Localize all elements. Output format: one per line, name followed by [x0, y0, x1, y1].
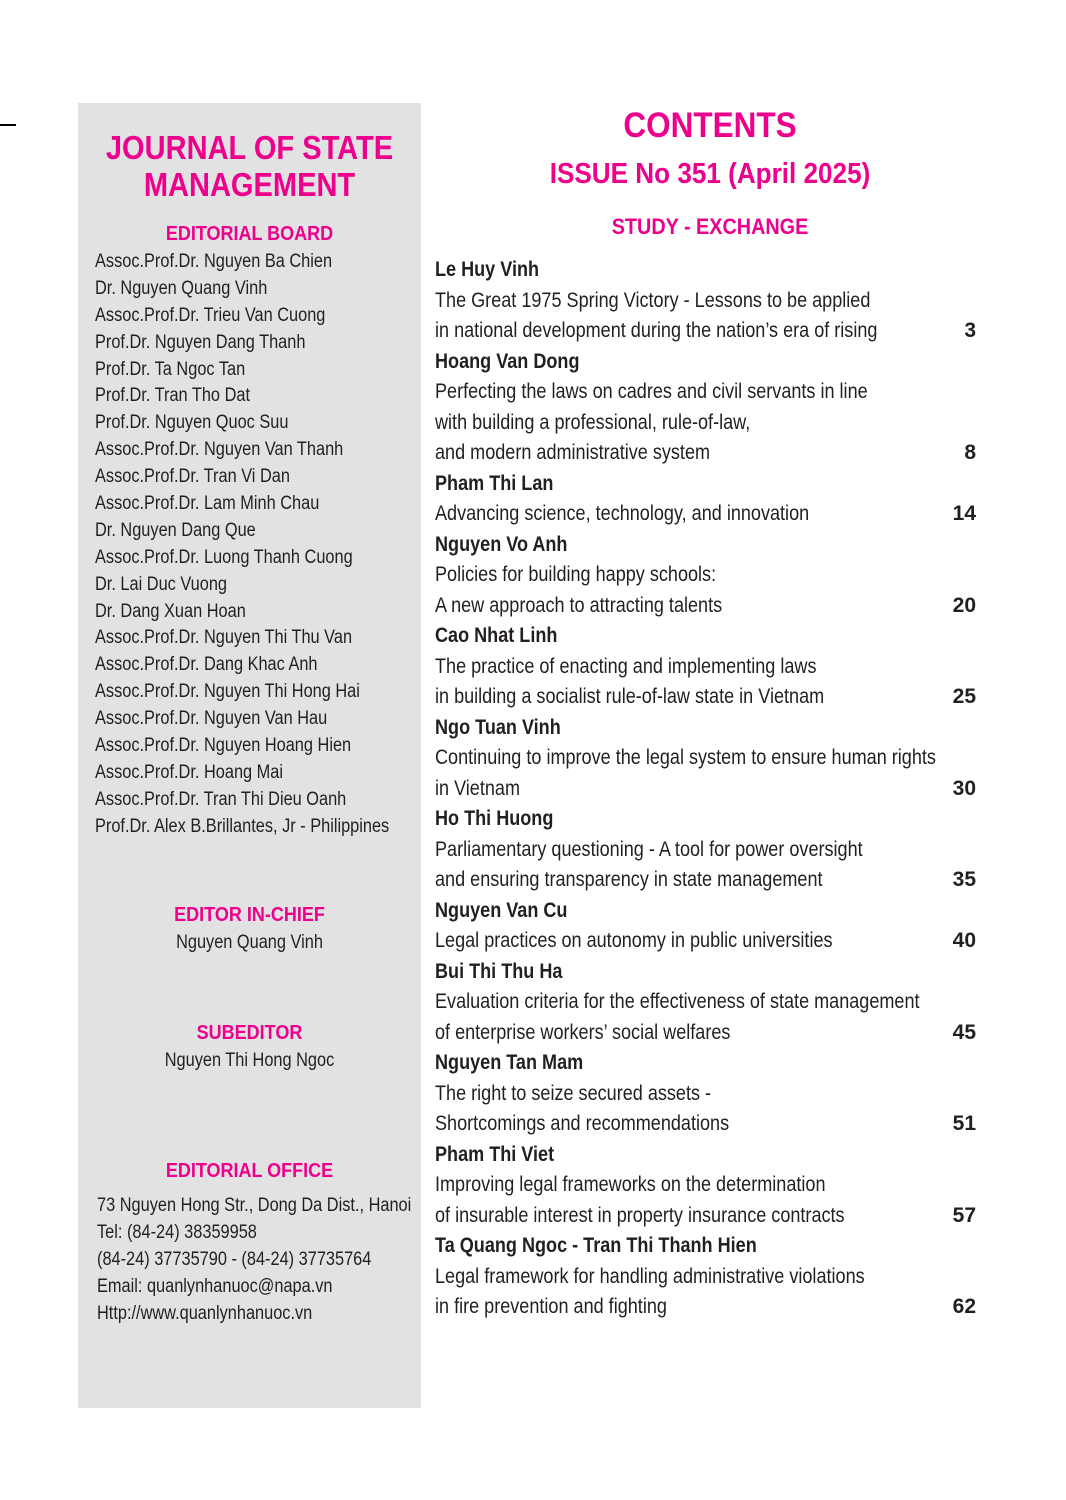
- article-title-line: [435, 1170, 978, 1201]
- board-member: Assoc.Prof.Dr. Nguyen Ba Chien: [95, 251, 333, 272]
- article-title-text: Legal practices on autonomy in public universities: [435, 929, 833, 952]
- editorial-board-list: [95, 249, 421, 841]
- article-title-text: of enterprise workers’ social welfares: [435, 1020, 731, 1044]
- article-title-text: The right to seize secured assets -: [435, 1081, 712, 1105]
- editor-in-chief-name: Nguyen Quang Vinh: [176, 932, 323, 953]
- article-title-text: in fire prevention and fighting: [435, 1295, 667, 1318]
- article-title-line: [435, 652, 978, 683]
- article-title-text: Parliamentary questioning - A tool for power oversight: [435, 837, 863, 861]
- article-title-text: Legal framework for handling administrative violations: [435, 1264, 865, 1288]
- author-name: Nguyen Van Cu: [435, 898, 568, 922]
- office-website: Http://www.quanlynhanuoc.vn: [97, 1303, 313, 1324]
- article-title-line: [435, 377, 978, 408]
- toc-author: [435, 255, 978, 286]
- toc-author: [435, 804, 978, 835]
- board-member: Prof.Dr. Nguyen Quoc Suu: [95, 412, 289, 434]
- toc-author: [435, 469, 978, 500]
- editor-in-chief-heading: EDITOR IN-CHIEF: [174, 904, 325, 926]
- toc-entry: [435, 347, 978, 469]
- page-number: 8: [964, 441, 976, 464]
- page-number: 57: [952, 1203, 976, 1227]
- board-member: Dr. Nguyen Quang Vinh: [95, 277, 268, 299]
- article-title-line: [435, 926, 978, 957]
- article-title-line: [435, 743, 978, 774]
- article-title-line: [435, 1292, 978, 1323]
- toc-author: [435, 713, 978, 744]
- article-title-line: [435, 1109, 978, 1140]
- board-member: Assoc.Prof.Dr. Nguyen Van Thanh: [95, 439, 344, 461]
- article-title-text: and modern administrative system: [435, 441, 711, 464]
- board-member: Assoc.Prof.Dr. Nguyen Thi Hong Hai: [95, 681, 360, 703]
- author-name: Ta Quang Ngoc - Tran Thi Thanh Hien: [435, 1234, 757, 1257]
- page-number: 62: [952, 1295, 976, 1318]
- page-number: 25: [952, 685, 976, 708]
- article-title-line: [435, 286, 978, 317]
- board-member: Prof.Dr. Tran Tho Dat: [95, 385, 251, 407]
- toc-author: [435, 896, 978, 927]
- journal-title: [99, 129, 401, 203]
- editorial-board-heading: EDITORIAL BOARD: [165, 223, 334, 245]
- office-email: Email: quanlynhanuoc@napa.vn: [97, 1276, 333, 1297]
- article-title-line: [435, 1262, 978, 1293]
- toc-entry: [435, 804, 978, 896]
- board-member: Prof.Dr. Nguyen Dang Thanh: [95, 331, 306, 353]
- article-title-line: [435, 438, 978, 469]
- board-member: Dr. Lai Duc Vuong: [95, 573, 228, 595]
- article-title-text: Perfecting the laws on cadres and civil servants in line: [435, 380, 868, 403]
- board-member: Assoc.Prof.Dr. Nguyen Thi Thu Van: [95, 627, 353, 649]
- board-member: Assoc.Prof.Dr. Nguyen Hoang Hien: [95, 735, 352, 757]
- author-name: Bui Thi Thu Ha: [435, 959, 563, 983]
- article-title-line: [435, 1201, 978, 1232]
- article-title-text: with building a professional, rule-of-law,: [435, 410, 751, 434]
- article-title-text: The Great 1975 Spring Victory - Lessons to be applied: [435, 288, 871, 312]
- author-name: Ho Thi Huong: [435, 807, 554, 830]
- page-number: 40: [952, 929, 976, 952]
- article-title-text: A new approach to attracting talents: [435, 593, 723, 617]
- article-title-text: of insurable interest in property insurance contracts: [435, 1203, 845, 1227]
- article-title-text: Advancing science, technology, and innovation: [435, 502, 810, 525]
- toc-author: [435, 530, 978, 561]
- crop-mark: [0, 124, 16, 126]
- office-phone: Tel: (84-24) 38359958: [97, 1222, 257, 1243]
- toc-entry: [435, 621, 978, 713]
- toc-entry: [435, 1048, 978, 1140]
- toc-entry: [435, 1231, 978, 1323]
- article-title-line: [435, 316, 978, 347]
- page-number: 3: [964, 319, 976, 342]
- author-name: Pham Thi Viet: [435, 1142, 555, 1166]
- board-member: Dr. Nguyen Dang Que: [95, 519, 256, 541]
- article-title-text: Shortcomings and recommendations: [435, 1112, 730, 1135]
- article-title-line: [435, 987, 978, 1018]
- article-title-line: [435, 865, 978, 896]
- subeditor-heading: SUBEDITOR: [196, 1022, 303, 1044]
- board-member: Assoc.Prof.Dr. Hoang Mai: [95, 761, 283, 783]
- toc-entry: [435, 469, 978, 530]
- toc-author: [435, 1231, 978, 1262]
- author-name: Cao Nhat Linh: [435, 624, 558, 647]
- article-title-text: and ensuring transparency in state management: [435, 868, 823, 891]
- board-member: Assoc.Prof.Dr. Tran Vi Dan: [95, 466, 290, 488]
- article-title-line: [435, 835, 978, 866]
- article-title-line: [435, 591, 978, 622]
- page-number: 51: [952, 1112, 976, 1135]
- page-number: 35: [952, 868, 976, 891]
- board-member: Prof.Dr. Alex B.Brillantes, Jr - Philippines: [95, 815, 390, 837]
- article-title-line: [435, 560, 978, 591]
- article-title-line: [435, 1018, 978, 1049]
- page-number: 30: [952, 776, 976, 800]
- article-title-line: [435, 408, 978, 439]
- board-member: Assoc.Prof.Dr. Luong Thanh Cuong: [95, 546, 353, 568]
- table-of-contents: [435, 255, 978, 1323]
- article-title-text: Improving legal frameworks on the determination: [435, 1173, 826, 1196]
- page-number: 14: [952, 502, 976, 525]
- toc-author: [435, 1048, 978, 1079]
- board-member: Prof.Dr. Ta Ngoc Tan: [95, 358, 246, 380]
- office-address: 73 Nguyen Hong Str., Dong Da Dist., Hanoi: [97, 1195, 412, 1216]
- board-member: Dr. Dang Xuan Hoan: [95, 600, 246, 622]
- article-title-text: Policies for building happy schools:: [435, 563, 717, 586]
- editorial-office-heading: EDITORIAL OFFICE: [165, 1160, 334, 1182]
- sidebar: [78, 103, 421, 1408]
- contents-title: CONTENTS: [623, 106, 797, 145]
- article-title-line: [435, 682, 978, 713]
- board-member: Assoc.Prof.Dr. Lam Minh Chau: [95, 493, 320, 515]
- page-number: 20: [952, 593, 976, 617]
- toc-entry: [435, 1140, 978, 1232]
- toc-entry: [435, 255, 978, 347]
- article-title-text: Evaluation criteria for the effectiveness of state management: [435, 990, 920, 1013]
- issue-title: ISSUE No 351 (April 2025): [549, 158, 871, 190]
- toc-author: [435, 621, 978, 652]
- section-title: STUDY - EXCHANGE: [611, 214, 809, 239]
- page-number: 45: [952, 1020, 976, 1044]
- author-name: Le Huy Vinh: [435, 258, 540, 281]
- toc-author: [435, 347, 978, 378]
- toc-entry: [435, 896, 978, 957]
- article-title-text: The practice of enacting and implementing laws: [435, 654, 817, 678]
- author-name: Hoang Van Dong: [435, 349, 580, 373]
- article-title-text: in Vietnam: [435, 776, 521, 800]
- journal-title-line: MANAGEMENT: [143, 166, 356, 203]
- board-member: Assoc.Prof.Dr. Tran Thi Dieu Oanh: [95, 788, 347, 810]
- author-name: Ngo Tuan Vinh: [435, 715, 561, 739]
- author-name: Pham Thi Lan: [435, 471, 554, 495]
- author-name: Nguyen Vo Anh: [435, 532, 568, 556]
- toc-entry: [435, 530, 978, 622]
- editorial-office-details: [97, 1192, 421, 1327]
- journal-title-line: JOURNAL OF STATE: [105, 129, 394, 166]
- board-member: Assoc.Prof.Dr. Nguyen Van Hau: [95, 708, 328, 730]
- article-title-text: in building a socialist rule-of-law state in Vietnam: [435, 685, 825, 708]
- article-title-text: Continuing to improve the legal system to ensure human rights: [435, 746, 936, 769]
- toc-author: [435, 957, 978, 988]
- article-title-line: [435, 774, 978, 805]
- author-name: Nguyen Tan Mam: [435, 1051, 584, 1074]
- subeditor-name: Nguyen Thi Hong Ngoc: [164, 1050, 335, 1071]
- board-member: Assoc.Prof.Dr. Dang Khac Anh: [95, 654, 318, 676]
- article-title-line: [435, 1079, 978, 1110]
- article-title-line: [435, 499, 978, 530]
- toc-author: [435, 1140, 978, 1171]
- office-phone: (84-24) 37735790 - (84-24) 37735764: [97, 1249, 372, 1270]
- article-title-text: in national development during the nation’s era of rising: [435, 319, 878, 342]
- toc-entry: [435, 713, 978, 805]
- toc-entry: [435, 957, 978, 1049]
- board-member: Assoc.Prof.Dr. Trieu Van Cuong: [95, 304, 326, 326]
